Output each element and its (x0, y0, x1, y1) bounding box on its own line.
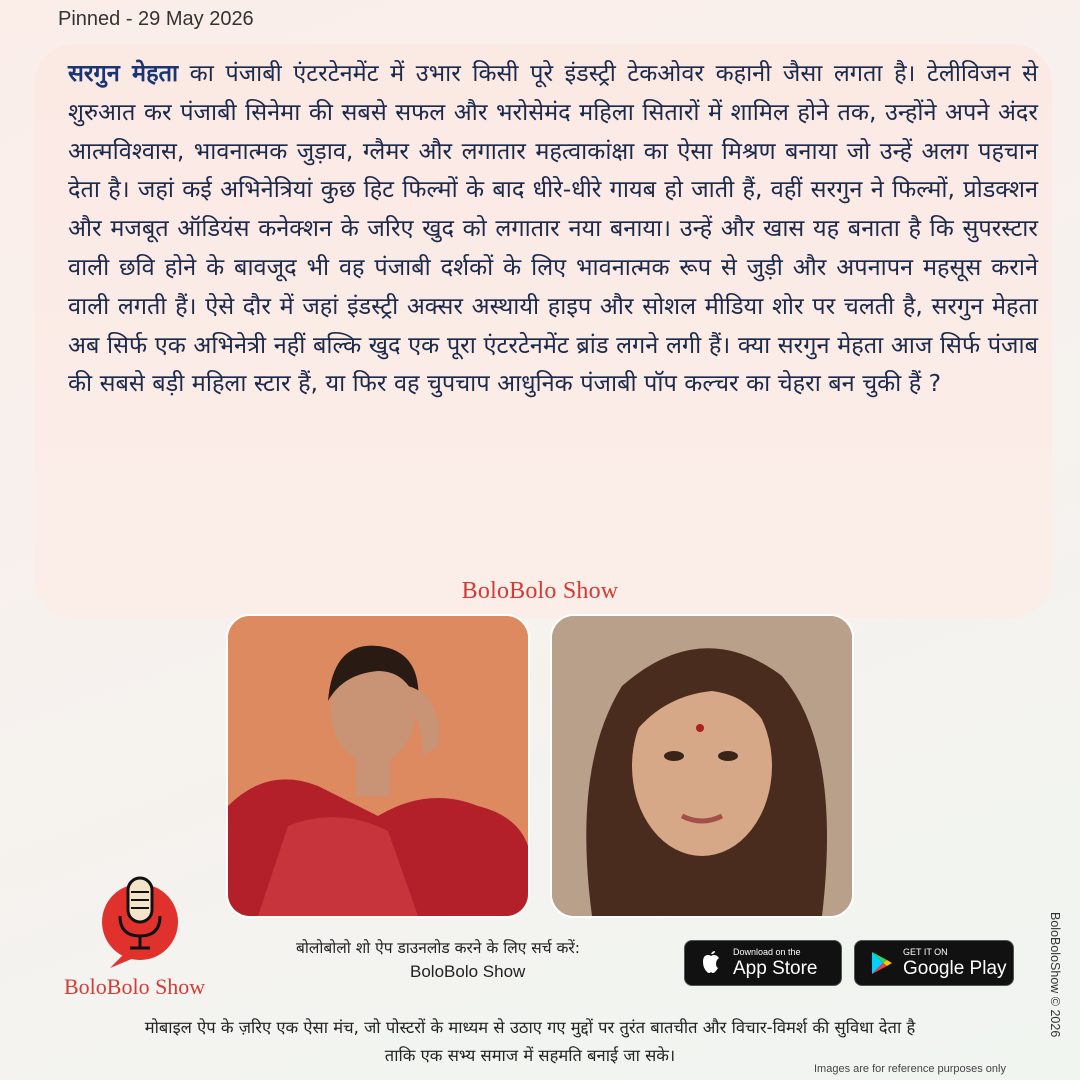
logo-wordmark: BoloBolo Show (64, 974, 206, 999)
vertical-copyright: BoloBoloShow © 2026 (1048, 912, 1062, 1038)
brand-wordmark: BoloBolo Show (461, 578, 619, 604)
pinned-date-label: Pinned - 29 May 2026 (58, 8, 254, 30)
podcast-mic-logo-icon (98, 872, 182, 968)
footer-line-1: मोबाइल ऐप के ज़रिए एक ऐसा मंच, जो पोस्टरों के माध्यम से उठाए गए मुद्दों पर तुरंत बातचीत और विचार-विमर्श की सुविधा देता है (144, 1018, 916, 1037)
article-text (68, 54, 1038, 403)
app-store-small-label: Download on the (733, 947, 801, 957)
article-body: का पंजाबी एंटरटेनमेंट में उभार किसी पूरे इंडस्ट्री टेकओवर कहानी जैसा लगता है। टेलीविजन से शुरुआत कर पंजाबी सिनेमा की सबसे सफल और भरोसेमंद महिला सितारों में शामिल होने तक, उन्होंने अपने अंदर आत्मविश्वास, भावनात्मक जुड़ाव, ग्लैमर और लगातार महत्वाकांक्षा का ऐसा मिश्रण बनाया जो उन्हें अलग पहचान देता है। जहां कई अभिनेत्रियां कुछ हिट फिल्मों के बाद धीरे-धीरे गायब हो जाती हैं, वहीं सरगुन ने फिल्मों, प्रोडक्शन और मजबूत ऑडियंस कनेक्शन के जरिए खुद को लगातार नया बनाया। उन्हें और खास यह बनाता है कि सुपरस्टार वाली छवि होने के बावजूद भी वह पंजाबी दर्शकों के लिए भावनात्मक रूप से जुड़ी और अपनापन महसूस कराने वाली लगती हैं। ऐसे दौर में जहां इंडस्ट्री अक्सर अस्थायी हाइप और सोशल मीडिया शोर पर चलती है, सरगुन मेहता अब सिर्फ एक अभिनेत्री नहीं बल्कि खुद एक पूरा एंटरटेनमेंट ब्रांड लगने लगी हैं। क्या सरगुन मेहता आज सिर्फ पंजाब की सबसे बड़ी महिला स्टार हैं, या फिर वह चुपचाप आधुनिक पंजाबी पॉप कल्चर का चेहरा बन चुकी हैं ? (68, 59, 1038, 398)
app-store-button[interactable] (684, 940, 842, 986)
app-store-label: App Store (733, 958, 818, 979)
google-play-label: Google Play (903, 958, 1007, 979)
photo-right (550, 614, 854, 918)
footer-line-2: ताकि एक सभ्य समाज में सहमति बनाई जा सके। (384, 1046, 676, 1065)
google-play-icon (867, 949, 895, 977)
portrait-closeup-image (552, 616, 852, 916)
google-play-button[interactable] (854, 940, 1014, 986)
subject-name: सरगुन मेहता (68, 59, 179, 87)
footer-description (20, 1014, 1040, 1070)
download-app-name: BoloBolo Show (410, 962, 526, 981)
google-play-small-label: GET IT ON (903, 947, 948, 957)
download-instruction: बोलोबोलो शो ऐप डाउनलोड करने के लिए सर्च करें: (296, 939, 580, 957)
apple-icon (697, 949, 725, 977)
image-disclaimer: Images are for reference purposes only (814, 1063, 1006, 1075)
photo-left (226, 614, 530, 918)
portrait-red-saree-image (228, 616, 528, 916)
